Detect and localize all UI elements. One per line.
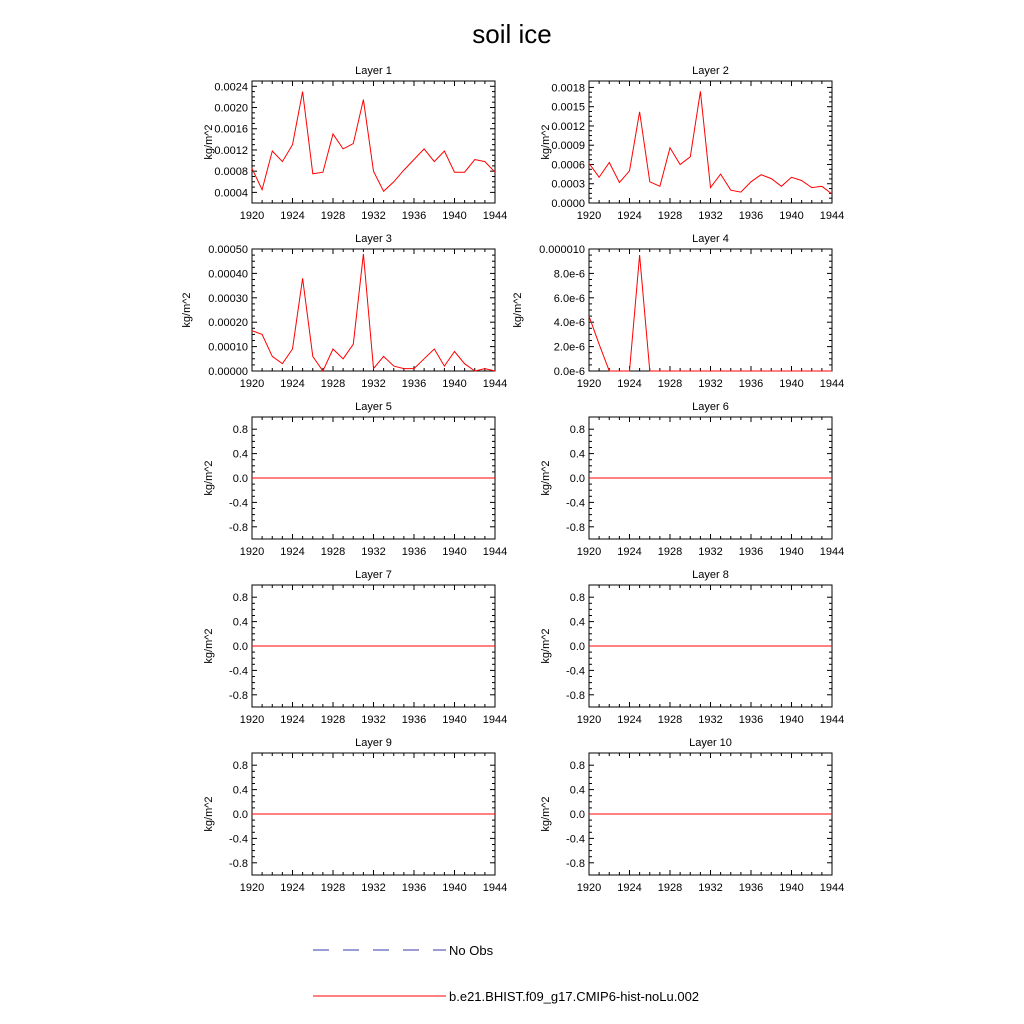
- x-tick-label: 1936: [401, 714, 427, 726]
- x-tick-label: 1924: [280, 378, 305, 390]
- panel-title: Layer 10: [689, 737, 732, 749]
- x-tick-label: 1944: [819, 210, 845, 222]
- y-tick-label: -0.8: [566, 521, 585, 534]
- x-tick-label: 1936: [738, 210, 764, 222]
- x-tick-label: 1940: [442, 210, 467, 222]
- legend-obs-label: No Obs: [449, 943, 494, 958]
- x-tick-label: 1932: [698, 714, 723, 726]
- y-tick-label: 0.4: [232, 616, 248, 629]
- x-tick-label: 1932: [361, 378, 386, 390]
- panel-1: [203, 65, 507, 222]
- x-tick-label: 1928: [320, 882, 346, 894]
- x-tick-label: 1932: [361, 546, 386, 558]
- x-tick-label: 1932: [361, 210, 386, 222]
- panel-title: Layer 5: [355, 401, 392, 413]
- series-line: [589, 91, 832, 194]
- x-tick-label: 1936: [738, 546, 764, 558]
- x-tick-label: 1920: [239, 882, 265, 894]
- x-tick-label: 1924: [617, 378, 642, 390]
- y-tick-label: 0.8: [569, 592, 585, 605]
- x-tick-label: 1924: [617, 882, 642, 894]
- x-tick-label: 1924: [280, 882, 305, 894]
- x-tick-label: 1944: [482, 714, 508, 726]
- panel-title: Layer 7: [355, 569, 392, 581]
- y-tick-label: 6.0e-6: [553, 292, 585, 305]
- legend-model-label: b.e21.BHIST.f09_g17.CMIP6-hist-noLu.002: [449, 989, 700, 1004]
- y-tick-label: 0.0006: [551, 159, 585, 172]
- series-line: [252, 254, 495, 371]
- y-tick-label: 0.00010: [208, 341, 248, 354]
- y-tick-label: 0.4: [569, 784, 585, 797]
- plot-frame: [252, 249, 495, 371]
- x-tick-label: 1928: [657, 210, 683, 222]
- panel-3: [181, 233, 507, 390]
- y-tick-label: 0.4: [232, 448, 248, 461]
- y-axis-label: kg/m^2: [203, 796, 215, 832]
- panel-title: Layer 6: [692, 401, 729, 413]
- x-tick-label: 1940: [442, 546, 467, 558]
- y-tick-label: -0.8: [229, 689, 248, 702]
- panel-10: [540, 737, 844, 894]
- x-tick-label: 1940: [779, 378, 804, 390]
- y-tick-label: 0.8: [569, 760, 585, 773]
- x-tick-label: 1940: [779, 546, 804, 558]
- x-tick-label: 1932: [698, 882, 723, 894]
- y-tick-label: -0.4: [229, 497, 248, 510]
- y-tick-label: 0.0012: [214, 144, 248, 157]
- y-tick-label: 0.0000: [551, 198, 585, 210]
- plot-frame: [252, 81, 495, 203]
- y-tick-label: 0.0012: [551, 120, 585, 133]
- y-tick-label: 0.00040: [208, 268, 248, 281]
- x-tick-label: 1936: [738, 882, 764, 894]
- y-tick-label: 0.8: [232, 760, 248, 773]
- y-tick-label: -0.8: [229, 521, 248, 534]
- y-tick-label: 0.0: [232, 641, 248, 653]
- y-tick-label: 0.0: [569, 473, 585, 485]
- y-tick-label: -0.4: [566, 497, 585, 510]
- panel-7: [203, 569, 507, 726]
- x-tick-label: 1920: [576, 378, 602, 390]
- x-tick-label: 1944: [482, 210, 508, 222]
- x-tick-label: 1920: [239, 378, 265, 390]
- y-tick-label: 0.0024: [214, 81, 248, 94]
- x-tick-label: 1932: [698, 378, 723, 390]
- y-axis-label: kg/m^2: [203, 124, 215, 160]
- y-tick-label: 0.0: [232, 473, 248, 485]
- x-tick-label: 1944: [819, 882, 845, 894]
- panel-title: Layer 9: [355, 737, 392, 749]
- panel-title: Layer 4: [692, 233, 729, 245]
- y-axis-label: kg/m^2: [181, 292, 193, 328]
- x-tick-label: 1936: [401, 546, 427, 558]
- x-tick-label: 1924: [280, 714, 305, 726]
- y-axis-label: kg/m^2: [540, 796, 552, 832]
- y-axis-label: kg/m^2: [512, 292, 524, 328]
- series-line: [589, 255, 832, 371]
- y-tick-label: -0.8: [566, 689, 585, 702]
- y-tick-label: -0.8: [229, 857, 248, 870]
- y-tick-label: 0.00050: [208, 244, 248, 256]
- y-tick-label: 0.0: [232, 809, 248, 821]
- panel-4: [512, 233, 844, 390]
- x-tick-label: 1928: [657, 378, 683, 390]
- figure-title: soil ice: [472, 19, 552, 49]
- y-tick-label: 0.0009: [551, 140, 585, 153]
- y-tick-label: 0.0: [569, 809, 585, 821]
- y-tick-label: 0.0015: [551, 101, 585, 114]
- x-tick-label: 1940: [779, 714, 804, 726]
- x-tick-label: 1932: [361, 714, 386, 726]
- x-tick-label: 1920: [576, 210, 602, 222]
- y-tick-label: 0.0008: [214, 166, 248, 179]
- x-tick-label: 1932: [698, 546, 723, 558]
- y-tick-label: 0.0004: [214, 187, 248, 200]
- x-tick-label: 1928: [320, 378, 346, 390]
- y-tick-label: 0.0018: [551, 82, 585, 95]
- y-axis-label: kg/m^2: [203, 460, 215, 496]
- y-tick-label: 0.000010: [539, 244, 585, 256]
- x-tick-label: 1928: [657, 546, 683, 558]
- series-line: [252, 92, 495, 192]
- x-tick-label: 1924: [280, 210, 305, 222]
- x-tick-label: 1944: [482, 546, 508, 558]
- x-tick-label: 1928: [320, 714, 346, 726]
- x-tick-label: 1928: [657, 882, 683, 894]
- y-tick-label: 0.8: [569, 424, 585, 437]
- legend: [313, 943, 699, 1004]
- y-tick-label: 8.0e-6: [553, 268, 585, 281]
- x-tick-label: 1932: [698, 210, 723, 222]
- x-tick-label: 1920: [576, 714, 602, 726]
- y-tick-label: 0.4: [569, 616, 585, 629]
- panel-title: Layer 8: [692, 569, 729, 581]
- x-tick-label: 1924: [280, 546, 305, 558]
- x-tick-label: 1944: [482, 378, 508, 390]
- x-tick-label: 1940: [779, 210, 804, 222]
- panel-title: Layer 1: [355, 65, 392, 77]
- panel-5: [203, 401, 507, 558]
- x-tick-label: 1936: [401, 378, 427, 390]
- y-axis-label: kg/m^2: [540, 628, 552, 664]
- panel-9: [203, 737, 507, 894]
- x-tick-label: 1944: [819, 546, 845, 558]
- panel-8: [540, 569, 844, 726]
- x-tick-label: 1944: [819, 714, 845, 726]
- y-tick-label: 0.0003: [551, 178, 585, 191]
- y-tick-label: 0.0016: [214, 123, 248, 136]
- panel-title: Layer 3: [355, 233, 392, 245]
- x-tick-label: 1936: [738, 378, 764, 390]
- plot-frame: [589, 249, 832, 371]
- x-tick-label: 1940: [442, 714, 467, 726]
- x-tick-label: 1932: [361, 882, 386, 894]
- x-tick-label: 1936: [738, 714, 764, 726]
- x-tick-label: 1920: [576, 882, 602, 894]
- x-tick-label: 1928: [320, 210, 346, 222]
- y-tick-label: -0.8: [566, 857, 585, 870]
- y-tick-label: 0.0020: [214, 102, 248, 115]
- x-tick-label: 1936: [401, 210, 427, 222]
- y-tick-label: 0.0: [569, 641, 585, 653]
- x-tick-label: 1944: [819, 378, 845, 390]
- panel-2: [540, 65, 844, 222]
- x-tick-label: 1924: [617, 546, 642, 558]
- panel-title: Layer 2: [692, 65, 729, 77]
- x-tick-label: 1920: [576, 546, 602, 558]
- x-tick-label: 1940: [779, 882, 804, 894]
- y-tick-label: -0.4: [566, 665, 585, 678]
- y-tick-label: 0.4: [232, 784, 248, 797]
- y-tick-label: -0.4: [229, 833, 248, 846]
- y-tick-label: 0.4: [569, 448, 585, 461]
- y-tick-label: 0.0e-6: [553, 366, 585, 378]
- x-tick-label: 1924: [617, 714, 642, 726]
- x-tick-label: 1936: [401, 882, 427, 894]
- x-tick-label: 1940: [442, 882, 467, 894]
- panels: [181, 65, 844, 894]
- x-tick-label: 1928: [657, 714, 683, 726]
- y-tick-label: -0.4: [566, 833, 585, 846]
- y-tick-label: 0.8: [232, 424, 248, 437]
- y-tick-label: 4.0e-6: [553, 317, 585, 330]
- x-tick-label: 1924: [617, 210, 642, 222]
- y-tick-label: 0.00000: [208, 366, 248, 378]
- x-tick-label: 1940: [442, 378, 467, 390]
- y-axis-label: kg/m^2: [540, 124, 552, 160]
- y-tick-label: 0.00030: [208, 292, 248, 305]
- y-axis-label: kg/m^2: [540, 460, 552, 496]
- y-tick-label: -0.4: [229, 665, 248, 678]
- y-axis-label: kg/m^2: [203, 628, 215, 664]
- x-tick-label: 1920: [239, 210, 265, 222]
- x-tick-label: 1920: [239, 546, 265, 558]
- y-tick-label: 2.0e-6: [553, 341, 585, 354]
- x-tick-label: 1928: [320, 546, 346, 558]
- x-tick-label: 1920: [239, 714, 265, 726]
- panel-6: [540, 401, 844, 558]
- y-tick-label: 0.8: [232, 592, 248, 605]
- x-tick-label: 1944: [482, 882, 508, 894]
- y-tick-label: 0.00020: [208, 317, 248, 330]
